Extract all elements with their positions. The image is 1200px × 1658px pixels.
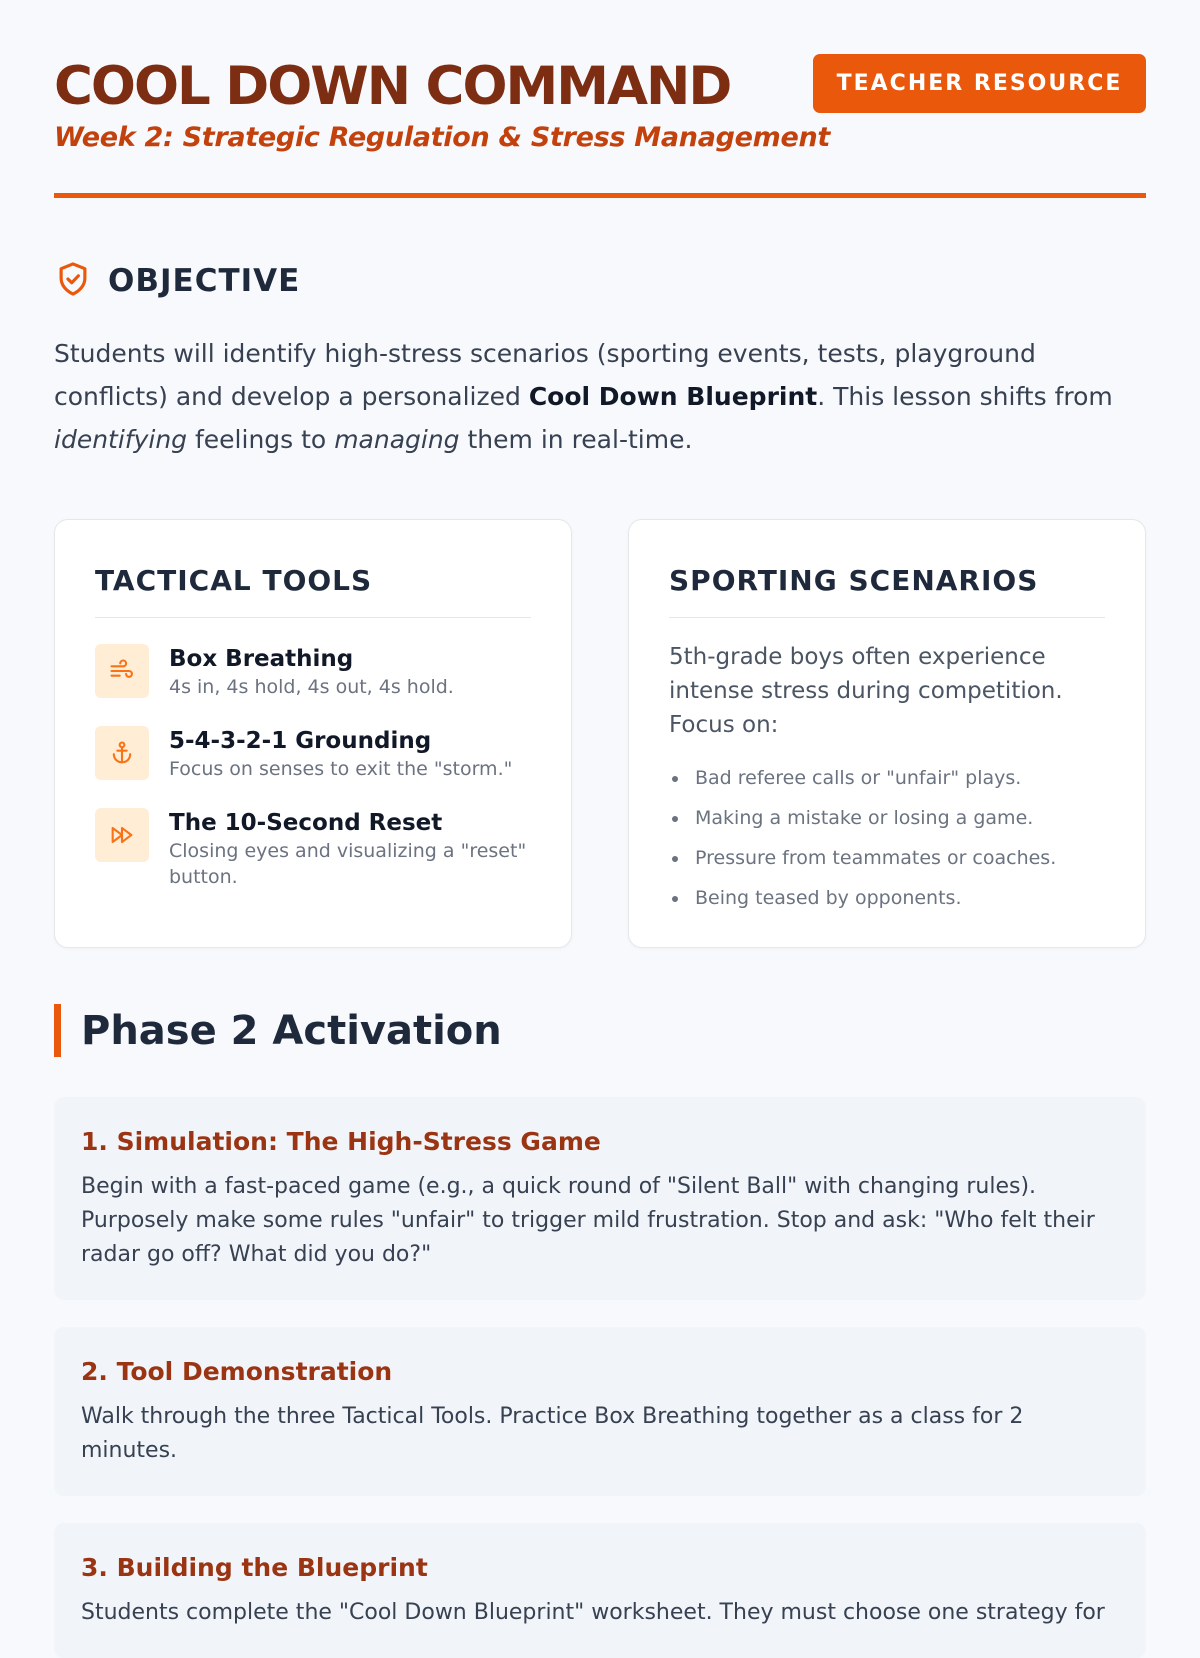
sporting-scenarios-title: SPORTING SCENARIOS xyxy=(669,564,1105,618)
step-title: 1. Simulation: The High-Stress Game xyxy=(81,1127,601,1156)
tactical-tools-card xyxy=(54,519,572,948)
tool-desc: Focus on senses to exit the "storm." xyxy=(169,758,513,780)
header xyxy=(54,0,1146,200)
scenarios-intro: 5th-grade boys often experience intense stress during competition. Focus on: xyxy=(669,644,1063,738)
tool-text xyxy=(169,726,512,782)
phase-heading: Phase 2 Activation xyxy=(54,1004,1146,1057)
tool-item xyxy=(95,726,531,782)
page-title: COOL DOWN COMMAND xyxy=(54,56,731,117)
tool-text xyxy=(169,644,454,700)
list-item: Bad referee calls or "unfair" plays. xyxy=(669,758,1105,798)
scenarios-list xyxy=(669,758,1105,918)
sporting-scenarios-card xyxy=(628,519,1146,948)
objective-text-part: them in real-time. xyxy=(459,425,693,454)
step-card xyxy=(54,1523,1146,1658)
list-item: Being teased by opponents. xyxy=(669,878,1105,918)
list-item: Pressure from teammates or coaches. xyxy=(669,838,1105,878)
tool-desc: 4s in, 4s hold, 4s out, 4s hold. xyxy=(169,676,454,698)
step-card xyxy=(54,1327,1146,1496)
list-item: Making a mistake or losing a game. xyxy=(669,798,1105,838)
objective-text-part: . This lesson shifts from xyxy=(817,382,1113,411)
tool-desc: Closing eyes and visualizing a "reset" button. xyxy=(169,840,527,888)
objective-text-em: managing xyxy=(334,425,460,454)
teacher-resource-badge: TEACHER RESOURCE xyxy=(813,54,1146,113)
step-card xyxy=(54,1097,1146,1300)
fast-forward-icon xyxy=(95,808,149,862)
objective-text-part: Students will identify high-stress scenarios (sporting events, tests, playground conflicts) and develop a personalized xyxy=(54,339,1036,411)
tool-text xyxy=(169,808,531,890)
step-text: Walk through the three Tactical Tools. Practice Box Breathing together as a class for 2 minutes. xyxy=(81,1404,1024,1463)
tool-item xyxy=(95,644,531,700)
anchor-icon xyxy=(95,726,149,780)
tool-item xyxy=(95,808,531,890)
objective-text-part: feelings to xyxy=(187,425,335,454)
tool-name: The 10-Second Reset xyxy=(169,810,443,836)
info-cards xyxy=(54,519,1146,948)
tactical-tools-title: TACTICAL TOOLS xyxy=(95,564,531,618)
wind-icon xyxy=(95,644,149,698)
step-text: Begin with a fast-paced game (e.g., a quick round of "Silent Ball" with changing rules). Purposely make some rules "unfair" to trigger mild frustration. Stop and ask: "Who felt their radar go off? What did you do?" xyxy=(81,1174,1095,1267)
header-divider xyxy=(54,193,1146,198)
tool-name: 5-4-3-2-1 Grounding xyxy=(169,728,432,754)
objective-header xyxy=(54,260,1146,302)
step-title: 3. Building the Blueprint xyxy=(81,1553,428,1582)
page-subtitle: Week 2: Strategic Regulation & Stress Management xyxy=(54,122,831,153)
step-text: Students complete the "Cool Down Blueprint" worksheet. They must choose one strategy for xyxy=(81,1600,1105,1625)
step-title: 2. Tool Demonstration xyxy=(81,1357,393,1386)
tool-name: Box Breathing xyxy=(169,646,354,672)
objective-text-em: identifying xyxy=(54,425,188,454)
shield-check-icon xyxy=(54,260,92,302)
objective-section xyxy=(54,260,1146,461)
objective-text-bold: Cool Down Blueprint xyxy=(528,382,818,411)
objective-heading: OBJECTIVE xyxy=(108,263,301,299)
objective-text xyxy=(54,332,1146,461)
